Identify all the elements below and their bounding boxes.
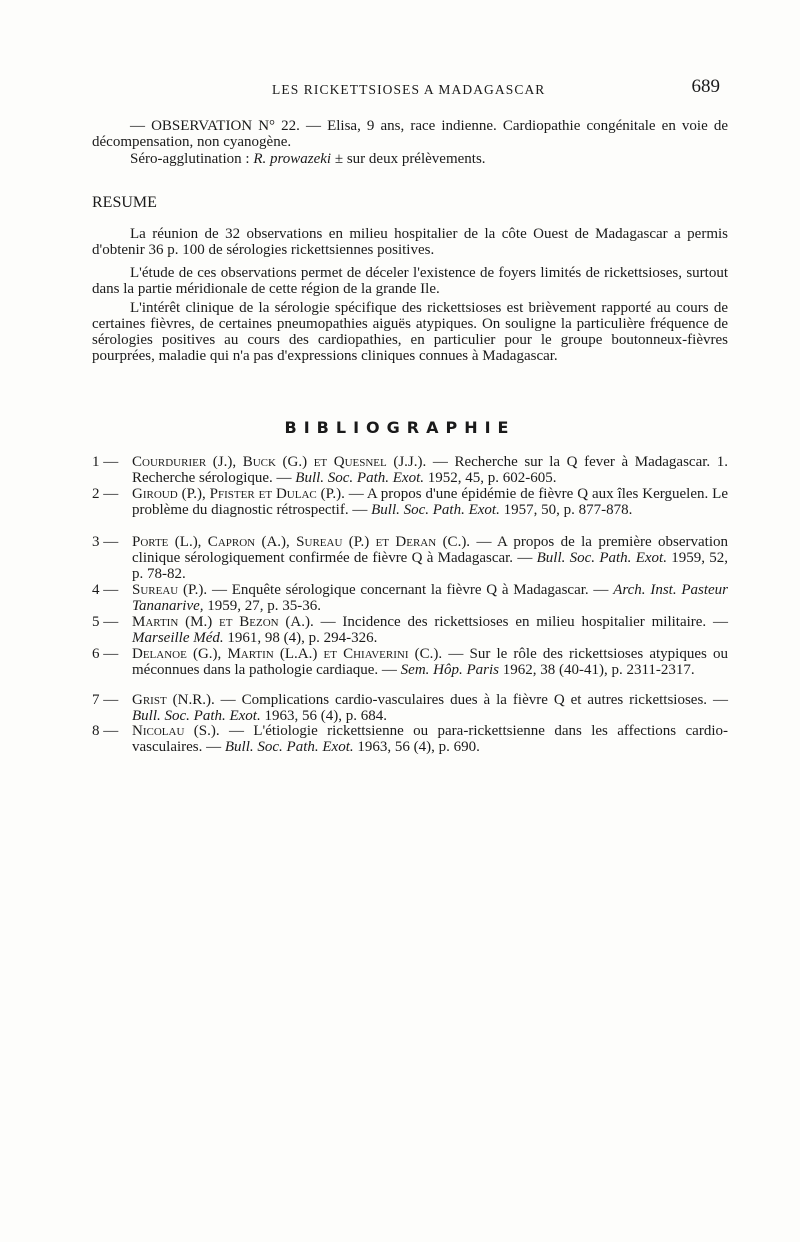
page-number: 689 bbox=[691, 76, 720, 97]
entry-authors: Giroud (P.), Pfister et Dulac (P.). bbox=[132, 486, 345, 502]
serology-line bbox=[92, 151, 728, 167]
entry-number: 2 — bbox=[92, 486, 119, 502]
entry-journal: Marseille Méd. bbox=[132, 630, 224, 646]
bibliography-entry bbox=[92, 486, 728, 518]
bibliography-entry bbox=[92, 614, 728, 646]
entry-citation: 1952, 45, p. 602-605. bbox=[424, 470, 557, 486]
entry-authors: Grist (N.R.). bbox=[132, 692, 215, 708]
entry-title: — L'étiologie rickettsienne ou para-rickettsienne dans les affections cardio-vasculaires. — bbox=[132, 723, 729, 755]
entry-number: 4 — bbox=[92, 582, 119, 598]
entry-citation: 1962, 38 (40-41), p. 2311-2317. bbox=[499, 662, 695, 678]
entry-authors: Delanoe (G.), Martin (L.A.) et Chiaverini (C.). bbox=[132, 646, 443, 662]
entry-title: — Enquête sérologique concernant la fièvre Q à Madagascar. — bbox=[207, 582, 614, 598]
entry-citation: 1957, 50, p. 877-878. bbox=[499, 502, 633, 518]
entry-authors: Sureau (P.). bbox=[132, 582, 208, 598]
entry-authors: Courdurier (J.), Buck (G.) et Quesnel (J.J.). bbox=[132, 454, 427, 470]
entry-journal: Bull. Soc. Path. Exot. bbox=[371, 502, 500, 518]
resume-paragraph-3: L'intérêt clinique de la sérologie spécifique des rickettsioses est brièvement rapporté au cours de certaines fièvres, de certaines pneumopathies aiguës atypiques. On souligne la particulière fréquence de sérologies positives au cours des cardiopathies, en particulier pour le groupe boutonneux-fièvres pourprées, maladie qui n'a pas d'expressions cliniques connues à Madagascar. bbox=[92, 300, 728, 364]
serology-species: R. prowazeki bbox=[253, 151, 332, 167]
entry-journal: Bull. Soc. Path. Exot. bbox=[295, 470, 425, 486]
bibliography-heading: BIBLIOGRAPHIE bbox=[284, 418, 516, 437]
resume-heading: RESUME bbox=[92, 194, 157, 211]
entry-body bbox=[132, 534, 728, 582]
entry-title: — A propos de la première observation clinique sérologiquement confirmée de fièvre Q à Madagascar. — bbox=[132, 534, 728, 566]
observation-text: — OBSERVATION N° 22. — Elisa, 9 ans, race indienne. Cardiopathie congénitale en voie de décompensation, non cyanogène. bbox=[92, 118, 728, 150]
entry-body bbox=[132, 692, 728, 724]
entry-body bbox=[132, 723, 728, 755]
entry-number: 6 — bbox=[92, 646, 119, 662]
entry-number: 3 — bbox=[92, 534, 119, 550]
bibliography-entry bbox=[92, 454, 728, 486]
entry-body bbox=[132, 454, 728, 486]
entry-journal: Arch. Inst. Pasteur Tananarive, bbox=[132, 582, 729, 614]
serology-label: Séro-agglutination : bbox=[130, 151, 254, 167]
bibliography-entry bbox=[92, 646, 728, 678]
entry-citation: 1961, 98 (4), p. 294-326. bbox=[223, 630, 378, 646]
entry-number: 1 — bbox=[92, 454, 119, 470]
entry-title: — Incidence des rickettsioses en milieu hospitalier militaire. — bbox=[313, 614, 728, 630]
observation-paragraph bbox=[92, 118, 728, 150]
entry-authors: Martin (M.) et Bezon (A.). bbox=[132, 614, 314, 630]
entry-citation: 1959, 52, p. 78-82. bbox=[132, 550, 729, 582]
serology-result: ± sur deux prélèvements. bbox=[331, 151, 486, 167]
entry-body bbox=[132, 614, 728, 646]
entry-title: — A propos d'une épidémie de fièvre Q aux îles Kerguelen. Le problème du diagnostic rétrospectif. — bbox=[132, 486, 728, 518]
entry-number: 8 — bbox=[92, 723, 119, 739]
entry-journal: Bull. Soc. Path. Exot. bbox=[224, 739, 354, 755]
entry-title: — Complications cardio-vasculaires dues à la fièvre Q et autres rickettsioses. — bbox=[214, 692, 728, 708]
resume-paragraph-2: L'étude de ces observations permet de déceler l'existence de foyers limités de rickettsioses, surtout dans la partie méridionale de cette région de la grande Ile. bbox=[92, 265, 728, 297]
resume-paragraph-1: La réunion de 32 observations en milieu hospitalier de la côte Ouest de Madagascar a permis d'obtenir 36 p. 100 de sérologies rickettsiennes positives. bbox=[92, 226, 728, 258]
entry-title: — Recherche sur la Q fever à Madagascar. 1. Recherche sérologique. — bbox=[132, 454, 729, 486]
entry-body bbox=[132, 646, 728, 678]
entry-journal: Bull. Soc. Path. Exot. bbox=[536, 550, 667, 566]
entry-authors: Porte (L.), Capron (A.), Sureau (P.) et Deran (C.). bbox=[132, 534, 471, 550]
bibliography-entry bbox=[92, 692, 728, 724]
entry-citation: 1963, 56 (4), p. 684. bbox=[260, 708, 387, 724]
entry-citation: 1959, 27, p. 35-36. bbox=[203, 598, 322, 614]
bibliography-entry bbox=[92, 582, 728, 614]
entry-authors: Nicolau (S.). bbox=[132, 723, 220, 739]
entry-number: 5 — bbox=[92, 614, 119, 630]
entry-number: 7 — bbox=[92, 692, 119, 708]
entry-body bbox=[132, 582, 728, 614]
running-title: LES RICKETTSIOSES A MADAGASCAR bbox=[272, 82, 546, 97]
entry-journal: Bull. Soc. Path. Exot. bbox=[132, 708, 261, 724]
bibliography-entry bbox=[92, 534, 728, 582]
entry-journal: Sem. Hôp. Paris bbox=[400, 662, 499, 678]
entry-citation: 1963, 56 (4), p. 690. bbox=[353, 739, 480, 755]
entry-body bbox=[132, 486, 728, 518]
bibliography-entry bbox=[92, 723, 728, 755]
entry-title: — Sur le rôle des rickettsioses atypiques ou méconnues dans la pathologie cardiaque. — bbox=[132, 646, 728, 678]
